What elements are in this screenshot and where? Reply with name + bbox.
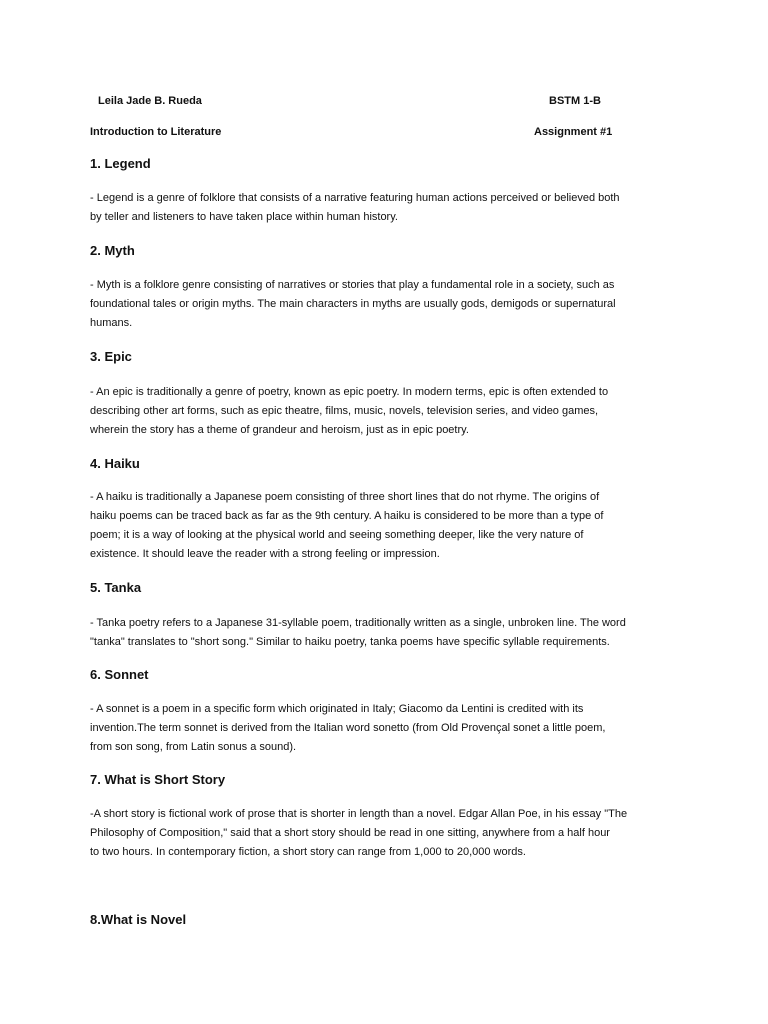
section-heading-novel: 8.What is Novel [90, 912, 187, 927]
author-name: Leila Jade B. Rueda [98, 95, 202, 107]
body-line: - A sonnet is a poem in a specific form which originated in Italy; Giacomo da Lentini is credited with its [90, 703, 584, 715]
body-line: foundational tales or origin myths. The main characters in myths are usually gods, demigods or supernatural [90, 298, 616, 310]
body-line: -A short story is fictional work of prose that is shorter in length than a novel. Edgar Allan Poe, in his essay "The [90, 808, 628, 820]
section-heading-legend: 1. Legend [90, 156, 151, 171]
section-heading-myth: 2. Myth [90, 243, 135, 258]
body-line: - Myth is a folklore genre consisting of narratives or stories that play a fundamental role in a society, such as [90, 279, 615, 291]
body-line: humans. [90, 317, 133, 329]
body-line: wherein the story has a theme of grandeur and heroism, just as in epic poetry. [90, 424, 469, 436]
body-line: to two hours. In contemporary fiction, a short story can range from 1,000 to 20,000 words. [90, 846, 526, 858]
body-line: by teller and listeners to have taken place within human history. [90, 211, 398, 223]
body-line: invention.The term sonnet is derived from the Italian word sonetto (from Old Provençal sonet a little poem, [90, 722, 606, 734]
body-line: describing other art forms, such as epic theatre, films, music, novels, television series, and video games, [90, 405, 599, 417]
body-line: haiku poems can be traced back as far as the 9th century. A haiku is considered to be more than a type of [90, 510, 604, 522]
section-heading-epic: 3. Epic [90, 349, 132, 364]
section-body-sonnet [90, 700, 690, 757]
body-line: - An epic is traditionally a genre of poetry, known as epic poetry. In modern terms, epic is often extended to [90, 386, 609, 398]
section-heading-short-story: 7. What is Short Story [90, 772, 226, 787]
body-line: poem; it is a way of looking at the physical world and seeing something deeper, like the very nature of [90, 529, 584, 541]
section-body-tanka [90, 614, 690, 652]
body-line: from son song, from Latin sonus a sound). [90, 741, 297, 753]
section-heading-haiku: 4. Haiku [90, 456, 140, 471]
body-line: Philosophy of Composition," said that a short story should be read in one sitting, anywhere from a half hour [90, 827, 610, 839]
body-line: - Legend is a genre of folklore that consists of a narrative featuring human actions perceived or believed both [90, 192, 620, 204]
body-line: - Tanka poetry refers to a Japanese 31-syllable poem, traditionally written as a single, unbroken line. The word [90, 617, 626, 629]
section-heading-sonnet: 6. Sonnet [90, 667, 149, 682]
section-body-myth [90, 276, 690, 333]
section-body-epic [90, 383, 690, 440]
body-line: existence. It should leave the reader with a strong feeling or impression. [90, 548, 440, 560]
section-body-haiku [90, 488, 690, 564]
class-section: BSTM 1-B [549, 95, 601, 107]
section-body-legend [90, 189, 690, 227]
section-body-short-story [90, 805, 690, 862]
section-heading-tanka: 5. Tanka [90, 580, 142, 595]
body-line: "tanka" translates to "short song." Similar to haiku poetry, tanka poems have specific syllable requirements. [90, 636, 610, 648]
course-title: Introduction to Literature [90, 126, 222, 138]
body-line: - A haiku is traditionally a Japanese poem consisting of three short lines that do not rhyme. The origins of [90, 491, 600, 503]
assignment-label: Assignment #1 [534, 126, 613, 138]
